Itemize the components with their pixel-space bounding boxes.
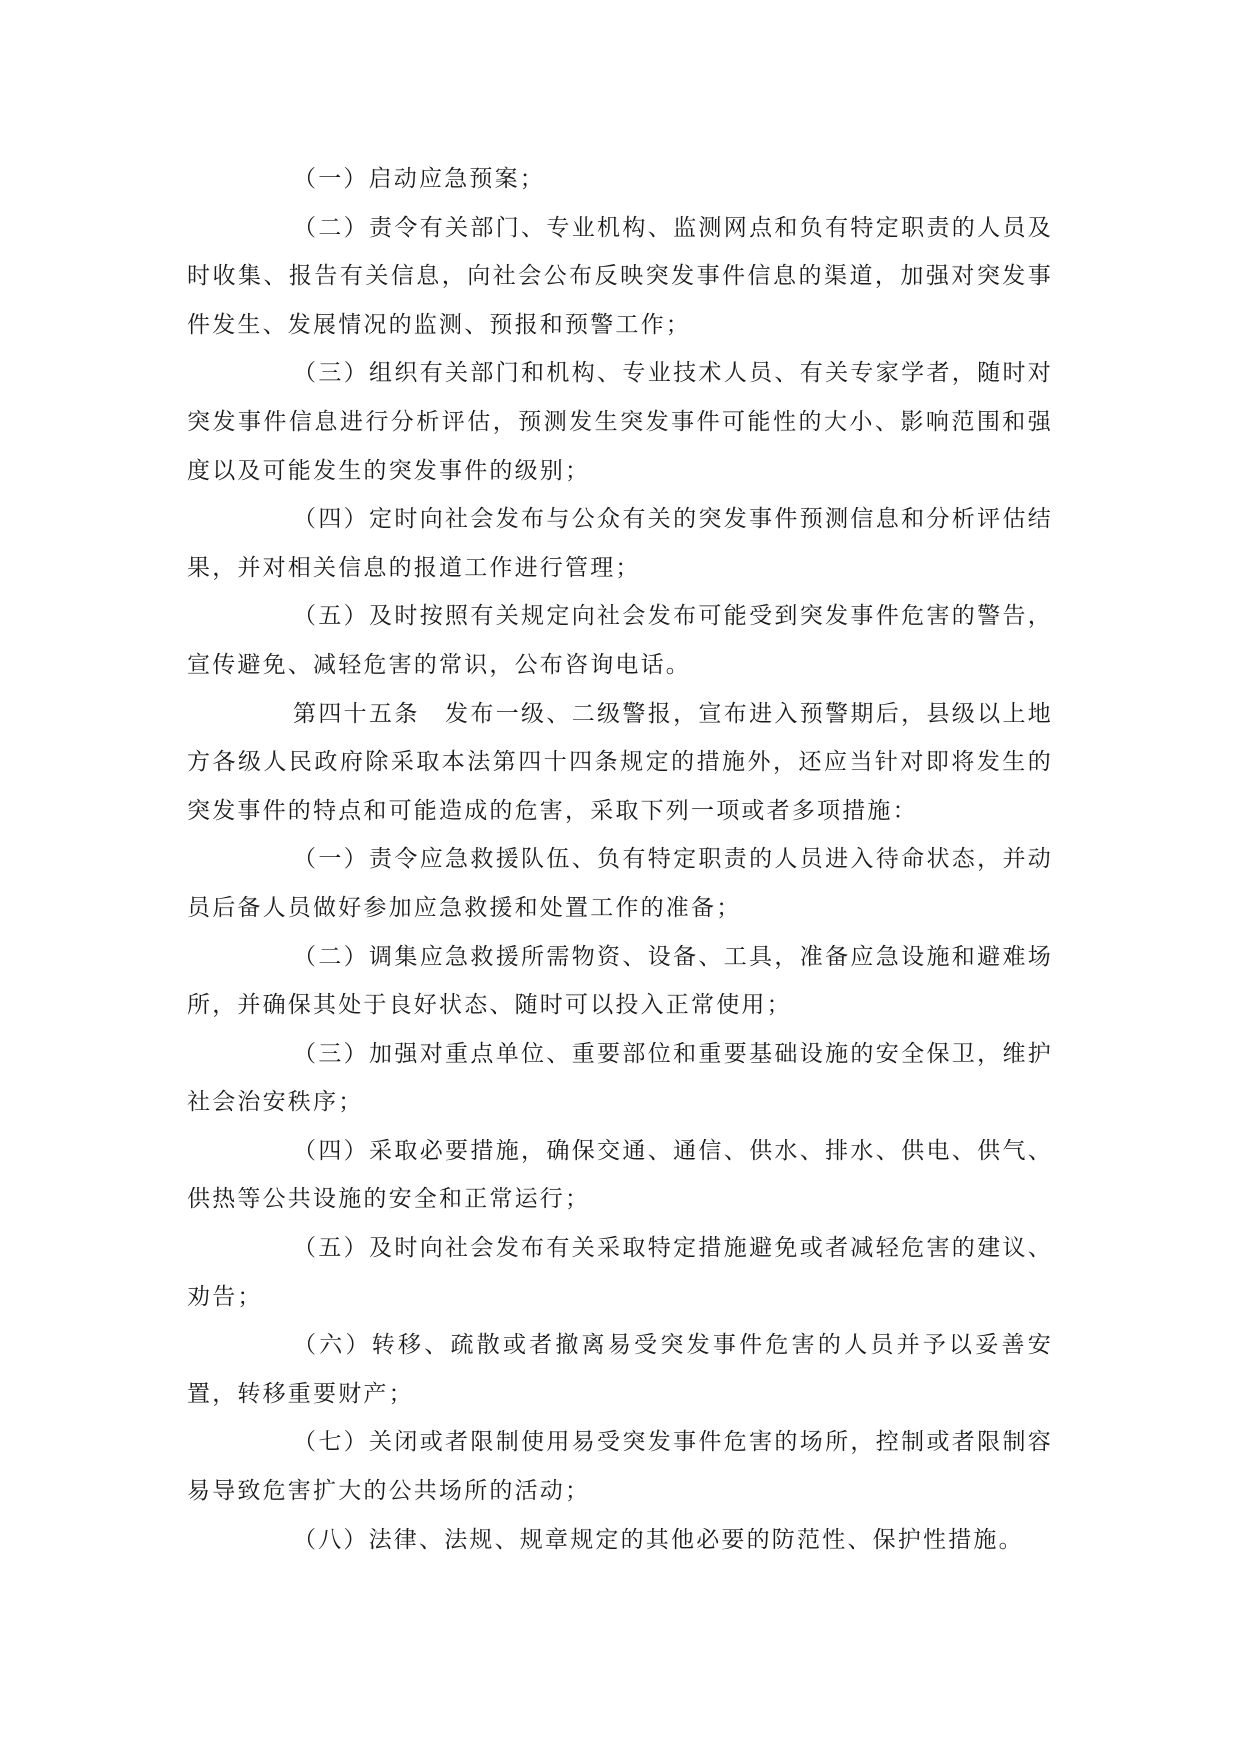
measure-5: （五）及时向社会发布有关采取特定措施避免或者减轻危害的建议、劝告；: [187, 1235, 1053, 1310]
paragraph-item-3: （三）组织有关部门和机构、专业技术人员、有关专家学者，随时对突发事件信息进行分析评估，预测发生突发事件可能性的大小、影响范围和强度以及可能发生的突发事件的级别；: [187, 360, 1053, 484]
document-body: [187, 155, 1053, 1564]
paragraph-item-2: （二）责令有关部门、专业机构、监测网点和负有特定职责的人员及时收集、报告有关信息，向社会公布反映突发事件信息的渠道，加强对突发事件发生、发展情况的监测、预报和预警工作；: [187, 214, 1053, 338]
measure-4: （四）采取必要措施，确保交通、通信、供水、排水、供电、供气、供热等公共设施的安全和正常运行；: [187, 1137, 1053, 1213]
measure-2: （二）调集应急救援所需物资、设备、工具，准备应急设施和避难场所，并确保其处于良好状态、随时可以投入正常使用；: [187, 943, 1053, 1019]
measure-3: （三）加强对重点单位、重要部位和重要基础设施的安全保卫，维护社会治安秩序；: [187, 1040, 1053, 1116]
article-45: 第四十五条 发布一级、二级警报，宣布进入预警期后，县级以上地方各级人民政府除采取本法第四十四条规定的措施外，还应当针对即将发生的突发事件的特点和可能造成的危害，采取下列一项或者多项措施：: [187, 700, 1053, 824]
paragraph-item-5: （五）及时按照有关规定向社会发布可能受到突发事件危害的警告，宣传避免、减轻危害的常识，公布咨询电话。: [187, 603, 1053, 678]
measure-6: （六）转移、疏散或者撤离易受突发事件危害的人员并予以妥善安置，转移重要财产；: [187, 1332, 1053, 1407]
measure-7: （七）关闭或者限制使用易受突发事件危害的场所，控制或者限制容易导致危害扩大的公共场所的活动；: [187, 1429, 1053, 1505]
measure-8: （八）法律、法规、规章规定的其他必要的防范性、保护性措施。: [293, 1526, 1024, 1553]
measure-1: （一）责令应急救援队伍、负有特定职责的人员进入待命状态，并动员后备人员做好参加应急救援和处置工作的准备；: [187, 846, 1053, 921]
paragraph-item-4: （四）定时向社会发布与公众有关的突发事件预测信息和分析评估结果，并对相关信息的报道工作进行管理；: [187, 506, 1053, 581]
paragraph-item-1: （一）启动应急预案；: [293, 166, 545, 192]
